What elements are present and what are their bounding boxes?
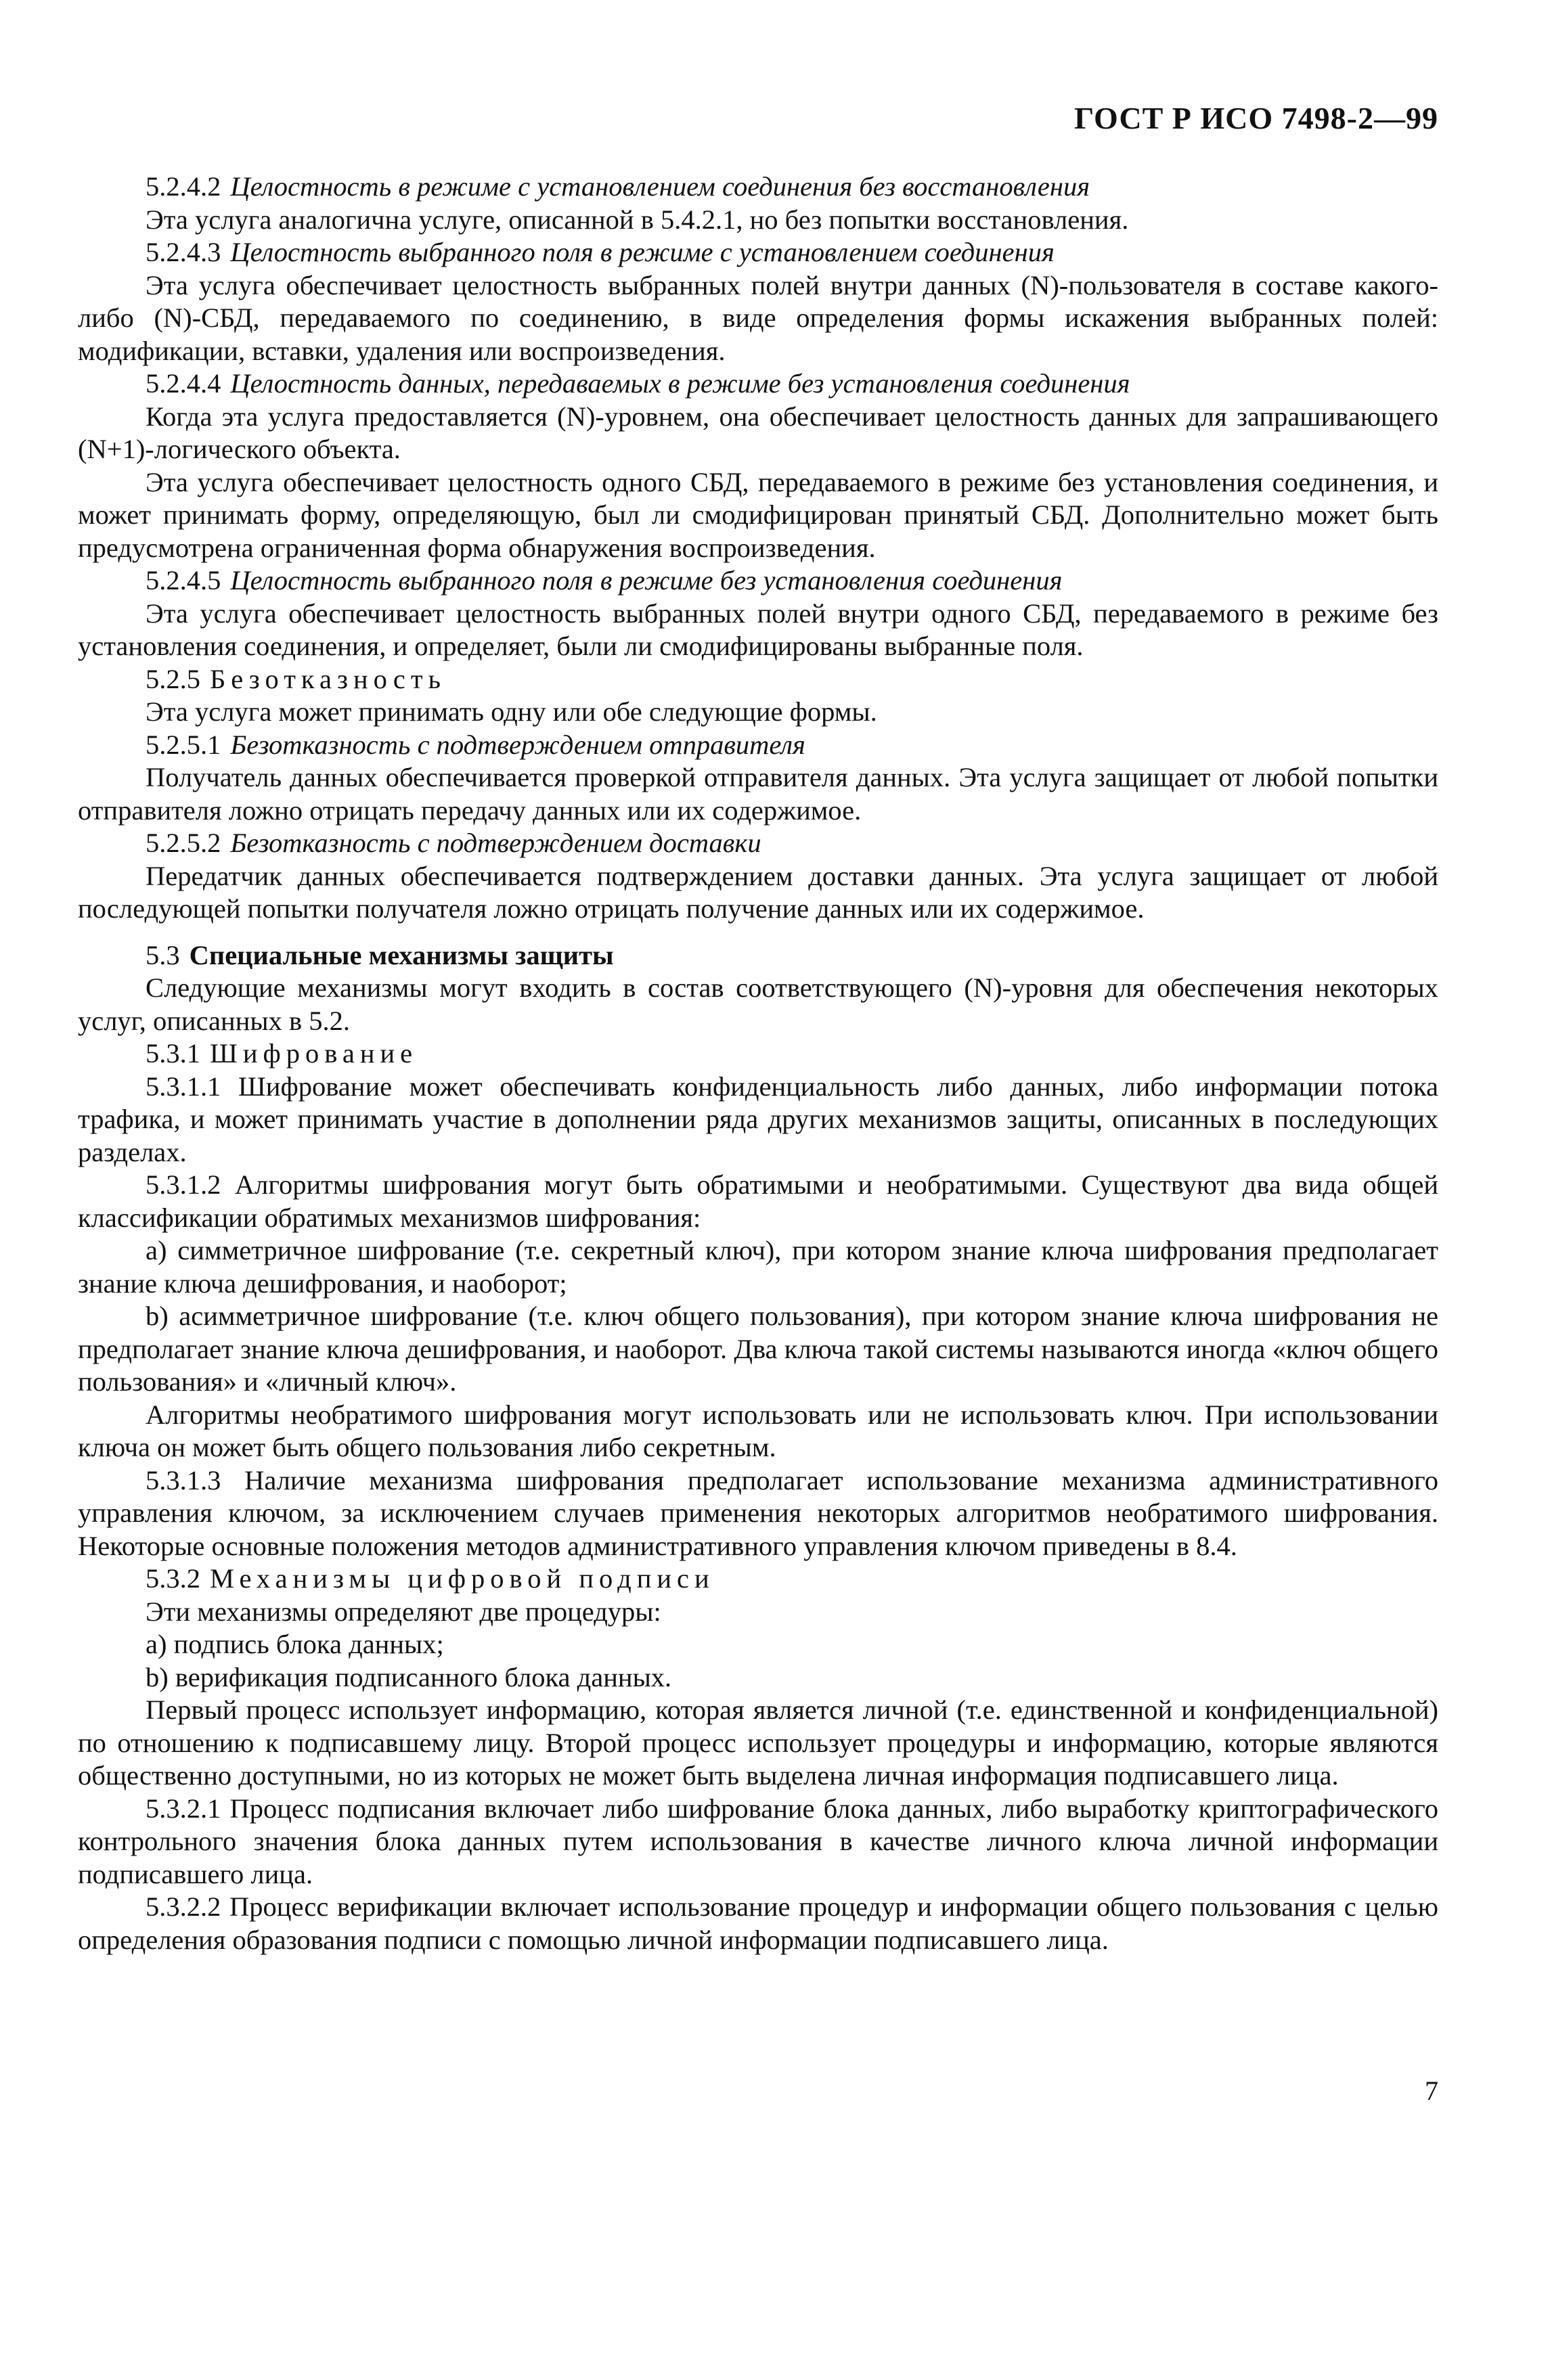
paragraph: Получатель данных обеспечивается проверкой отправителя данных. Эта услуга защищает от любой попытки отправителя ложно отрицать передачу данных или их содержимое. xyxy=(78,762,1438,826)
paragraph: Эти механизмы определяют две процедуры: xyxy=(146,1596,661,1627)
list-item: b) асимметричное шифрование (т.е. ключ общего пользования), при котором знание ключа шифрования не предполагает знание ключа дешифрования, и наоборот. Два ключа такой системы называются иногда «ключ общего пользования» и «личный ключ». xyxy=(78,1301,1438,1397)
section-number: 5.3.2 xyxy=(146,1563,200,1594)
section-title: Целостность выбранного поля в режиме с установлением соединения xyxy=(230,237,1055,267)
heading-5-2-4-2 xyxy=(78,171,1438,204)
section-title: Безотказность с подтверждением доставки xyxy=(230,828,761,858)
heading-5-2-5-2 xyxy=(78,827,1438,860)
section-number: 5.2.5.2 xyxy=(146,828,221,858)
heading-5-2-5-1 xyxy=(78,729,1438,762)
document-page xyxy=(78,0,1438,2380)
section-title: Целостность выбранного поля в режиме без установления соединения xyxy=(230,565,1063,596)
section-number: 5.2.4.5 xyxy=(146,565,221,596)
heading-5-2-4-3 xyxy=(78,236,1438,269)
paragraph: 5.3.2.1 Процесс подписания включает либо шифрование блока данных, либо выработку криптографического контрольного значения блока данных путем использования в качестве личного ключа личной информации подписавшего лица. xyxy=(78,1793,1438,1889)
heading-5-3-1 xyxy=(78,1037,1438,1071)
section-number: 5.2.5.1 xyxy=(146,729,221,760)
document-body xyxy=(78,171,1438,1956)
section-title: Механизмы цифровой подписи xyxy=(210,1563,715,1594)
paragraph: Передатчик данных обеспечивается подтверждением доставки данных. Эта услуга защищает от любой последующей попытки получателя ложно отрицать получение данных или их содержимое. xyxy=(78,860,1438,924)
paragraph: Следующие механизмы могут входить в состав соответствующего (N)-уровня для обеспечения некоторых услуг, описанных в 5.2. xyxy=(78,972,1438,1036)
paragraph: Эта услуга может принимать одну или обе следующие формы. xyxy=(146,696,877,727)
paragraph: Эта услуга обеспечивает целостность выбранных полей внутри данных (N)-пользователя в составе какого-либо (N)-СБД, передаваемого по соединению, в виде определения формы искажения выбранных полей: модификации, вставки, удаления или воспроизведения. xyxy=(78,269,1438,366)
section-title: Безотказность xyxy=(210,663,447,694)
paragraph: Эта услуга обеспечивает целостность выбранных полей внутри одного СБД, передаваемого в режиме без установления соединения, и определяет, были ли смодифицированы выбранные поля. xyxy=(78,598,1438,661)
section-title: Целостность в режиме с установлением соединения без восстановления xyxy=(230,171,1090,202)
paragraph: Алгоритмы необратимого шифрования могут использовать или не использовать ключ. При использовании ключа он может быть общего пользования либо секретным. xyxy=(78,1399,1438,1462)
paragraph: 5.3.1.2 Алгоритмы шифрования могут быть обратимыми и необратимыми. Существуют два вида общей классификации обратимых механизмов шифрования: xyxy=(78,1169,1438,1233)
heading-5-2-5 xyxy=(78,663,1438,696)
list-item: a) подпись блока данных; xyxy=(146,1629,444,1659)
document-header: ГОСТ Р ИСО 7498-2—99 xyxy=(1073,101,1438,135)
paragraph: Первый процесс использует информацию, которая является личной (т.е. единственной и конфиденциальной) по отношению к подписавшему лицу. Второй процесс использует процедуры и информацию, которые являются общественно доступными, но из которых не может быть выделена личная информация подписавшего лица. xyxy=(78,1694,1438,1791)
section-number: 5.3 xyxy=(146,939,180,970)
paragraph: Эта услуга аналогична услуге, описанной в 5.4.2.1, но без попытки восстановления. xyxy=(146,204,1129,235)
heading-5-3 xyxy=(78,939,1438,972)
section-title: Целостность данных, передаваемых в режиме без установления соединения xyxy=(230,368,1130,399)
heading-5-2-4-4 xyxy=(78,367,1438,401)
paragraph: Эта услуга обеспечивает целостность одного СБД, передаваемого в режиме без установления соединения, и может принимать форму, определяющую, был ли смодифицирован принятый СБД. Дополнительно может быть предусмотрена ограниченная форма обнаружения воспроизведения. xyxy=(78,466,1438,563)
section-number: 5.3.1 xyxy=(146,1038,200,1069)
section-title: Специальные механизмы защиты xyxy=(189,939,614,970)
heading-5-2-4-5 xyxy=(78,564,1438,598)
section-title: Шифрование xyxy=(210,1038,418,1069)
paragraph: Когда эта услуга предоставляется (N)-уровнем, она обеспечивает целостность данных для запрашивающего (N+1)-логического объекта. xyxy=(78,401,1438,464)
page-number: 7 xyxy=(1425,2075,1438,2106)
section-number: 5.2.5 xyxy=(146,663,200,694)
list-item: a) симметричное шифрование (т.е. секретный ключ), при котором знание ключа шифрования предполагает знание ключа дешифрования, и наоборот; xyxy=(78,1235,1438,1299)
heading-5-3-2 xyxy=(78,1563,1438,1596)
section-title: Безотказность с подтверждением отправителя xyxy=(230,729,805,760)
section-number: 5.2.4.3 xyxy=(146,237,221,267)
paragraph: 5.3.1.3 Наличие механизма шифрования предполагает использование механизма административного управления ключом, за исключением случаев применения некоторых алгоритмов необратимого шифрования. Некоторые основные положения методов административного управления ключом приведены в 8.4. xyxy=(78,1464,1438,1561)
section-number: 5.2.4.2 xyxy=(146,171,221,202)
section-number: 5.2.4.4 xyxy=(146,368,221,399)
list-item: b) верификация подписанного блока данных. xyxy=(146,1661,672,1692)
paragraph: 5.3.1.1 Шифрование может обеспечивать конфиденциальность либо данных, либо информации потока трафика, и может принимать участие в дополнении ряда других механизмов защиты, описанных в последующих разделах. xyxy=(78,1071,1438,1167)
paragraph: 5.3.2.2 Процесс верификации включает использование процедур и информации общего пользования с целью определения образования подписи с помощью личной информации подписавшего лица. xyxy=(78,1891,1438,1955)
